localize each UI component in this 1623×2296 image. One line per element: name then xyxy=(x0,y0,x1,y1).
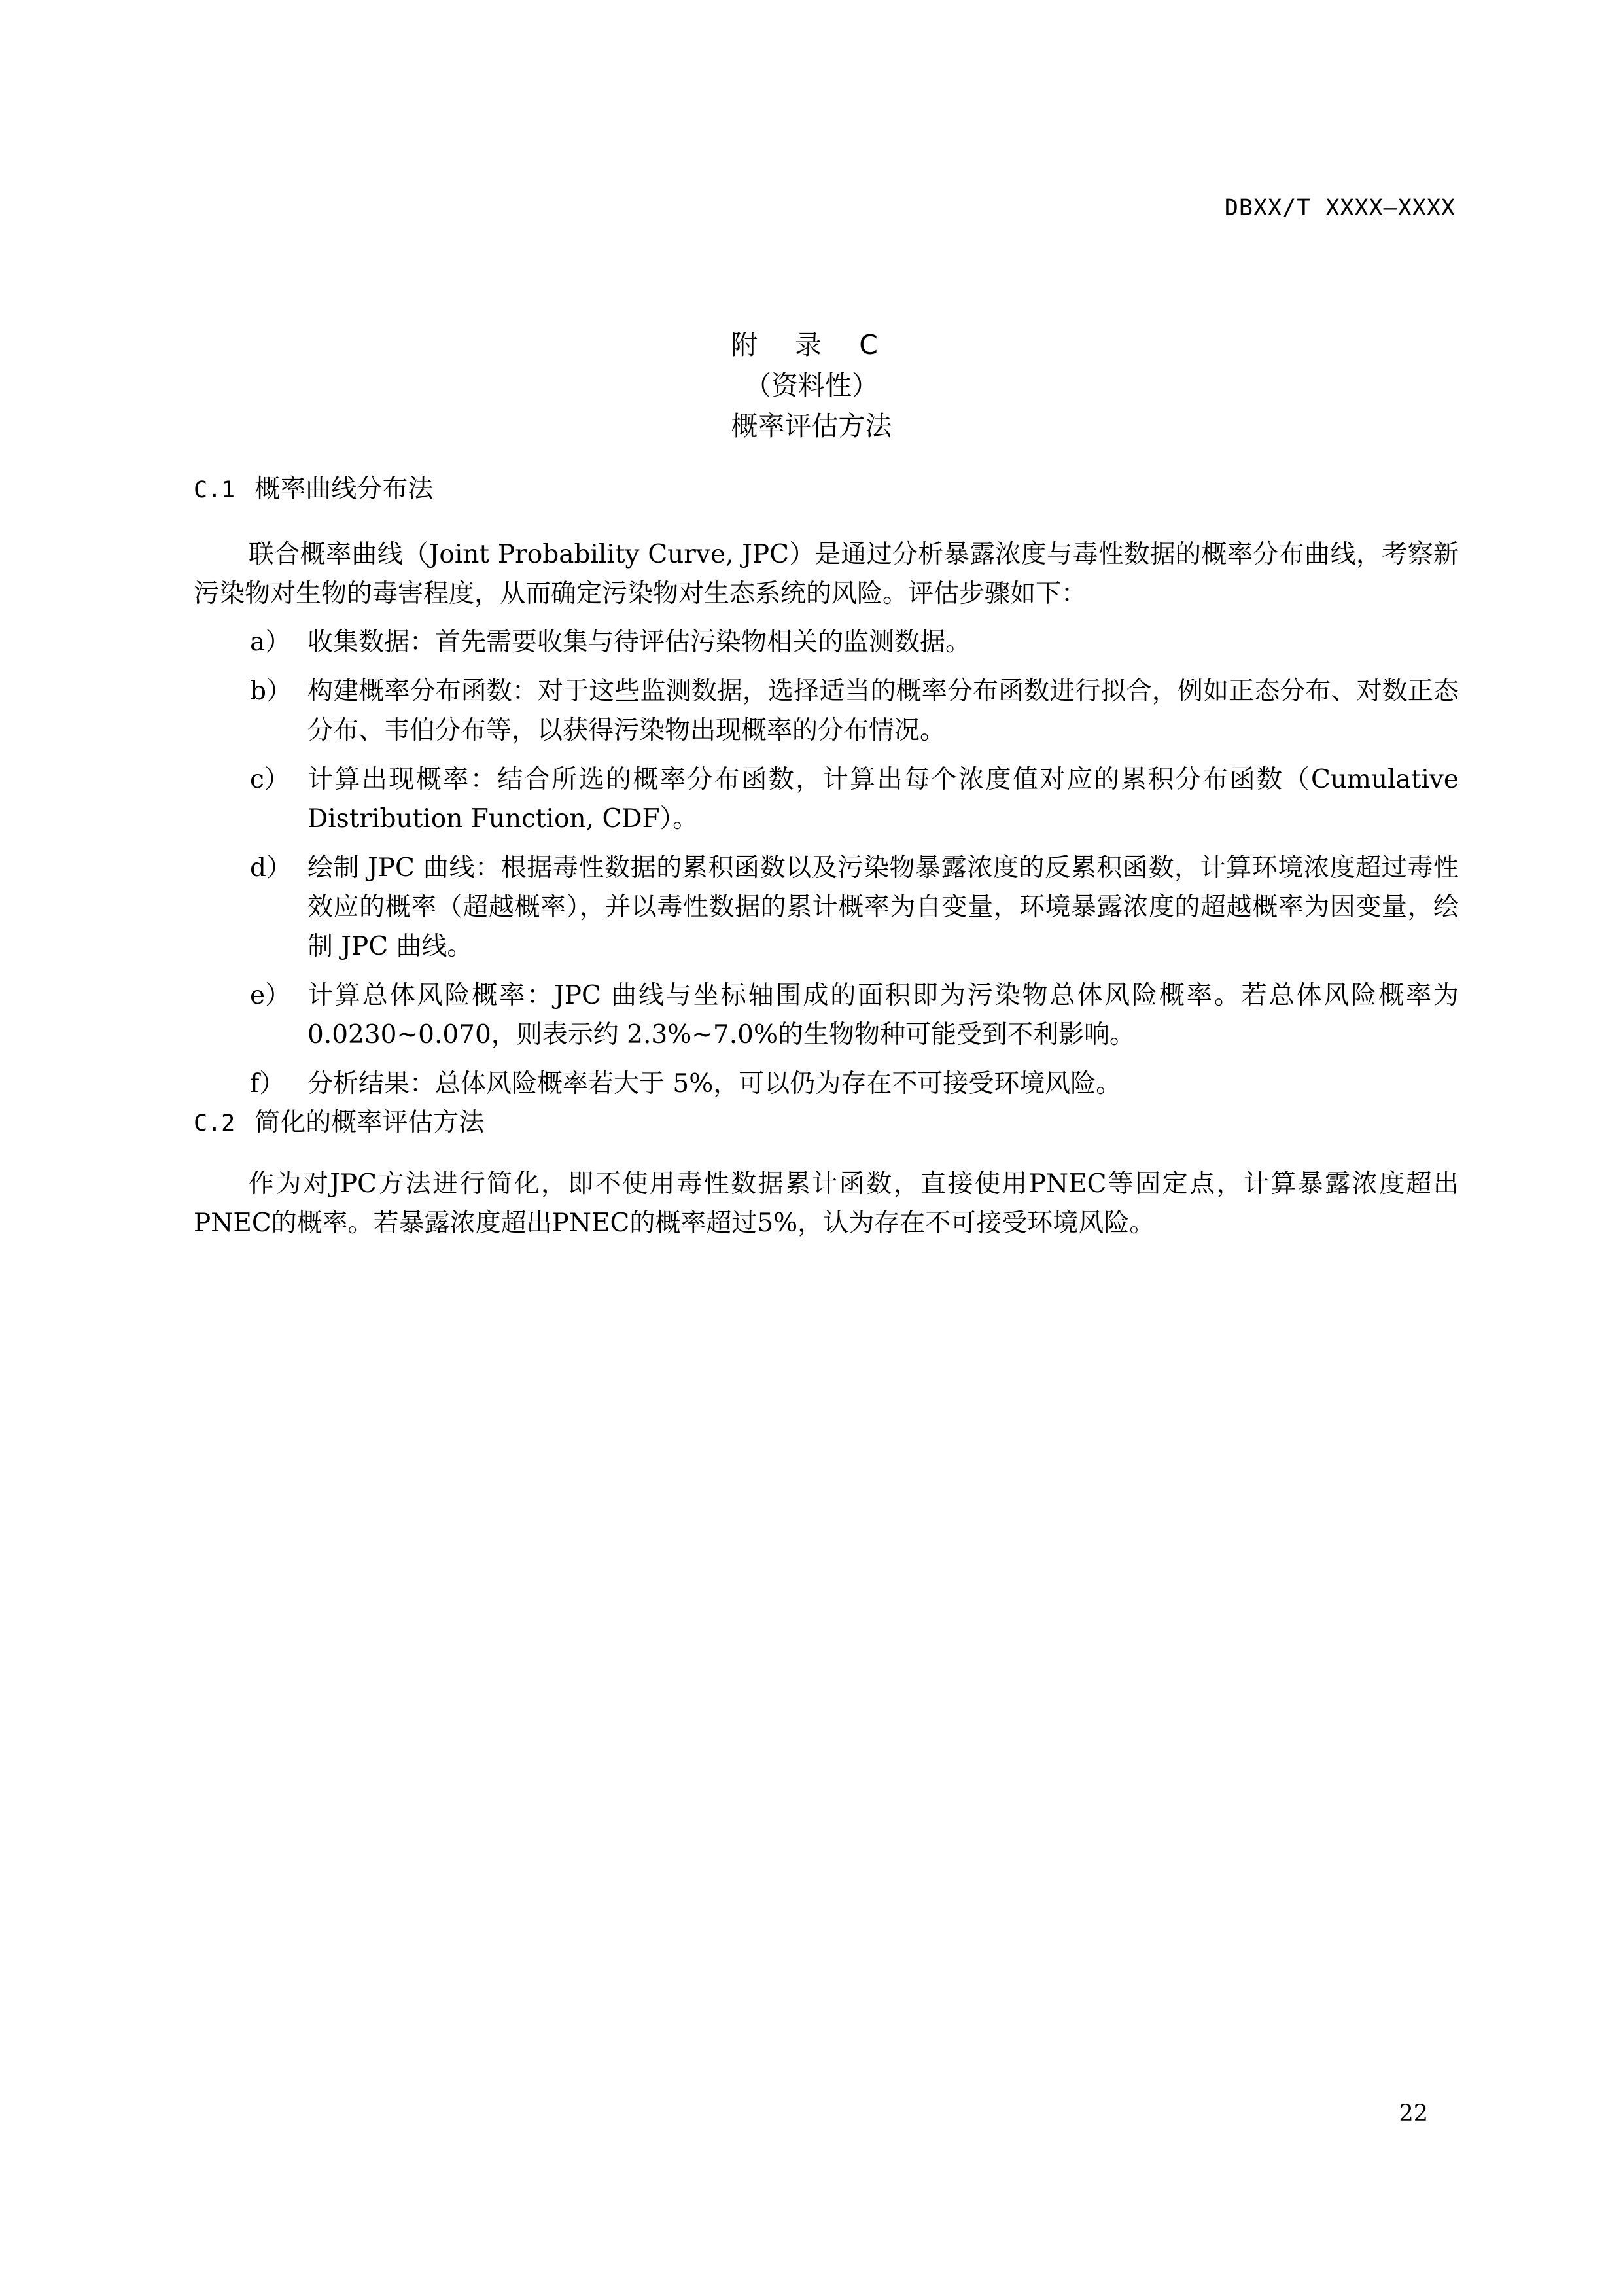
step-list xyxy=(194,623,1459,1114)
list-item-text: 分析结果：总体风险概率若大于 5%，可以仍为存在不可接受环境风险。 xyxy=(307,1069,1122,1099)
section-heading-c1 xyxy=(194,470,433,510)
section-c2-body: 作为对JPC方法进行简化，即不使用毒性数据累计函数，直接使用PNEC等固定点，计算暴露浓度超出PNEC的概率。若暴露浓度超出PNEC的概率超过5%，认为存在不可接受环境风险。 xyxy=(194,1169,1459,1238)
list-item-text: 收集数据：首先需要收集与待评估污染物相关的监测数据。 xyxy=(307,627,971,657)
list-item xyxy=(194,760,1459,839)
list-marker: e） xyxy=(250,981,291,1010)
appendix-title: 附 录 C xyxy=(731,329,892,361)
list-marker: c） xyxy=(250,765,290,794)
section-number: C.1 xyxy=(194,477,236,503)
list-item xyxy=(194,623,1459,662)
section-number: C.2 xyxy=(194,1110,236,1137)
section-title: 概率曲线分布法 xyxy=(254,474,434,504)
list-marker: f） xyxy=(250,1069,285,1099)
list-item-text: 构建概率分布函数：对于这些监测数据，选择适当的概率分布函数进行拟合，例如正态分布、对数正态分布、韦伯分布等，以获得污染物出现概率的分布情况。 xyxy=(307,677,1459,745)
list-item xyxy=(194,849,1459,966)
section-title: 简化的概率评估方法 xyxy=(254,1108,485,1137)
list-item xyxy=(194,672,1459,751)
list-item-text: 计算总体风险概率：JPC 曲线与坐标轴围成的面积即为污染物总体风险概率。若总体风险概率为 0.0230~0.070，则表示约 2.3%~7.0%的生物物种可能受到不利影响。 xyxy=(307,981,1459,1050)
list-marker: d） xyxy=(250,853,292,883)
section-c1-intro: 联合概率曲线（Joint Probability Curve, JPC）是通过分析暴露浓度与毒性数据的概率分布曲线，考察新污染物对生物的毒害程度，从而确定污染物对生态系统的风险。评估步骤如下： xyxy=(194,540,1459,609)
list-item-text: 绘制 JPC 曲线：根据毒性数据的累积函数以及污染物暴露浓度的反累积函数，计算环境浓度超过毒性效应的概率（超越概率），并以毒性数据的累计概率为自变量，环境暴露浓度的超越概率为因变量，绘制 JPC 曲线。 xyxy=(307,853,1459,961)
document-code: DBXX/T XXXX—XXXX xyxy=(1224,195,1456,221)
list-marker: b） xyxy=(250,677,292,706)
appendix-nature: （资料性） xyxy=(744,370,879,401)
page-number: 22 xyxy=(1399,2100,1428,2127)
list-item-text: 计算出现概率：结合所选的概率分布函数，计算出每个浓度值对应的累积分布函数（Cumulative Distribution Function, CDF）。 xyxy=(307,765,1459,834)
section-heading-c2 xyxy=(194,1103,484,1143)
appendix-name: 概率评估方法 xyxy=(731,410,892,442)
appendix-header xyxy=(0,325,1623,446)
list-item xyxy=(194,976,1459,1055)
list-marker: a） xyxy=(250,627,291,657)
list-item xyxy=(194,1065,1459,1104)
